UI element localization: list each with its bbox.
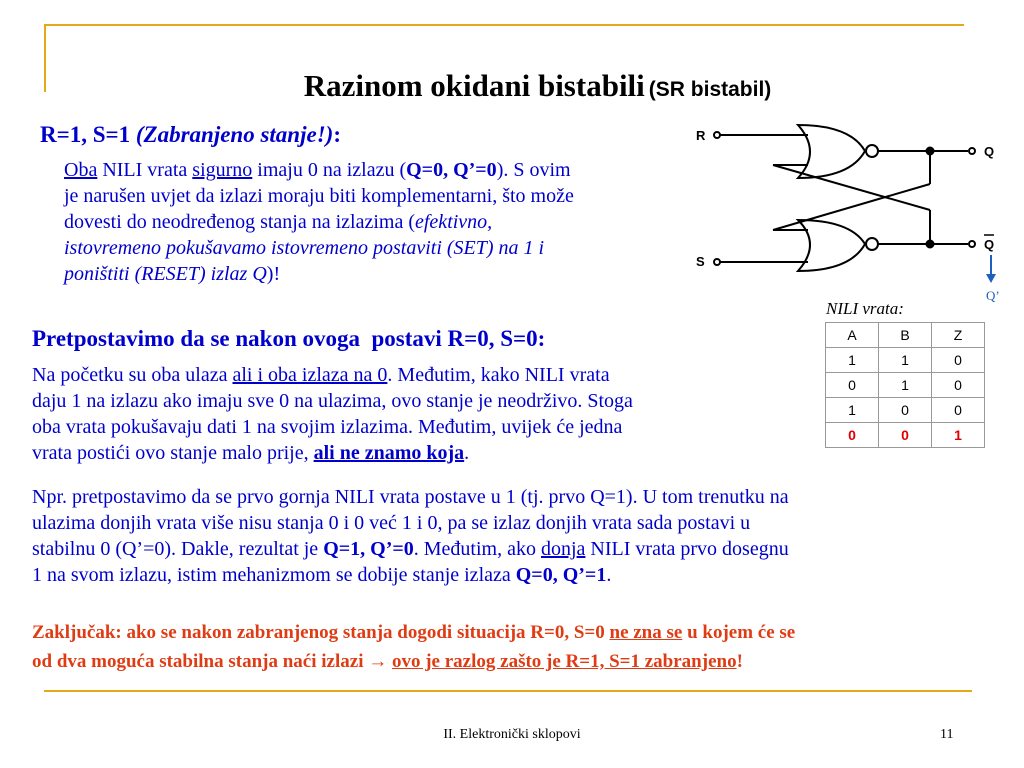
text-span: NILI vrata [97, 159, 193, 181]
table-row [826, 373, 985, 398]
text-italic: poništiti (RESET) izlaz Q [64, 263, 267, 285]
text-oba: Oba [64, 159, 98, 181]
lower-nor-gate [798, 220, 865, 271]
lower-nor-bubble [866, 238, 878, 250]
conclusion-line2 [32, 647, 795, 676]
footer-center: II. Elektronički sklopovi [443, 727, 581, 742]
table-cell: 0 [826, 373, 879, 398]
sr-latch-diagram [690, 120, 1010, 305]
section1-line4: istovremeno pokušavamo istovremeno postaviti (SET) na 1 i [64, 237, 545, 259]
text-span: . Međutim, ako [413, 538, 541, 560]
table-header-row [826, 323, 985, 348]
section3-line1: Npr. pretpostavimo da se prvo gornja NILI vrata postave u 1 (tj. prvo Q=1). U tom trenutku na [32, 486, 789, 508]
truth-table-caption: NILI vrata: [826, 299, 904, 318]
text-span: )! [266, 263, 281, 285]
label-s: S [696, 254, 705, 269]
text-bold: Q=0, Q’=1 [515, 564, 607, 586]
truth-table [825, 322, 985, 448]
text-span: ). S ovim [496, 159, 571, 181]
qprime-arrow-head-icon [986, 274, 996, 283]
text-q-state: Q=0, Q’=0 [406, 159, 497, 181]
table-cell: 0 [879, 398, 932, 423]
table-cell: 0 [932, 348, 985, 373]
text-span: . [464, 442, 470, 464]
section3-line4 [32, 562, 789, 588]
text-span: 1 na svom izlazu, istim mehanizmom se dobije stanje izlaza [32, 564, 516, 586]
bottom-rule [44, 690, 972, 692]
section2-line1 [32, 362, 633, 388]
text-emphasis: ali ne znamo koja [313, 442, 465, 464]
section3-body [32, 484, 789, 588]
table-cell: 0 [932, 398, 985, 423]
title-sub: (SR bistabil) [648, 78, 772, 101]
table-row [826, 348, 985, 373]
text-span: NILI vrata prvo dosegnu [585, 538, 789, 560]
upper-nor-bubble [866, 145, 878, 157]
text-italic: efektivno, [415, 211, 493, 233]
header-a: A [826, 323, 879, 348]
header-b: B [879, 323, 932, 348]
section3-line3 [32, 536, 789, 562]
text-span: Na početku su oba ulaza [32, 364, 233, 386]
text-span: u kojem će se [682, 622, 796, 643]
section1-line3 [64, 209, 574, 235]
section1-line2: je narušen uvjet da izlazi moraju biti komplementarni, što može [64, 185, 574, 207]
conclusion [32, 618, 795, 676]
text-span: . [606, 564, 612, 586]
section1-heading [40, 122, 341, 148]
table-cell: 0 [879, 423, 932, 448]
text-span: . Međutim, kako NILI vrata [387, 364, 610, 386]
section1-line5 [64, 261, 574, 287]
section1-body [64, 157, 574, 287]
section2-line4 [32, 440, 633, 466]
section2-line3: oba vrata pokušavaju dati 1 na svojim izlazima. Međutim, uvijek će jedna [32, 416, 623, 438]
section3-line2: ulazima donjih vrata više nisu stanja 0 i 0 već 1 i 0, pa se izlaz donjih vrata sada postavi u [32, 512, 751, 534]
qbar-output-node [969, 241, 975, 247]
text-underlined: ali i oba izlaza na 0 [232, 364, 388, 386]
text-bold: Q=1, Q’=0 [323, 538, 414, 560]
heading-note: (Zabranjeno stanje!) [135, 122, 334, 147]
text-underlined: ne zna se [609, 622, 683, 643]
table-cell: 1 [879, 348, 932, 373]
section1-line1 [64, 157, 574, 183]
table-cell: 1 [932, 423, 985, 448]
text-sigurno: sigurno [192, 159, 253, 181]
section2-line2: daju 1 na izlazu ako imaju sve 0 na ulazima, ovo stanje je neodrživo. Stoga [32, 390, 633, 412]
text-span: Zaključak: ako se nakon zabranjenog stanja dogodi situacija R=0, S=0 [32, 622, 610, 643]
label-qprime: Q’ [986, 288, 1000, 303]
section2-body [32, 362, 633, 466]
slide-title [0, 68, 1024, 104]
page-number: 11 [940, 727, 954, 742]
table-row [826, 398, 985, 423]
table-row [826, 423, 985, 448]
table-cell: 1 [826, 348, 879, 373]
table-cell: 0 [826, 423, 879, 448]
table-cell: 1 [826, 398, 879, 423]
text-span: vrata postići ovo stanje malo prije, [32, 442, 314, 464]
heading-colon: : [333, 122, 341, 147]
top-rule [44, 24, 964, 26]
text-underlined: donja [540, 538, 586, 560]
text-span: dovesti do neodređenog stanja na izlazima ( [64, 211, 415, 233]
header-z: Z [932, 323, 985, 348]
section2-heading: Pretpostavimo da se nakon ovoga postavi R=0, S=0: [32, 326, 546, 351]
text-span: stabilnu 0 (Q’=0). Dakle, rezultat je [32, 538, 324, 560]
text-span: ! [736, 651, 743, 672]
text-span: imaju 0 na izlazu ( [252, 159, 407, 181]
heading-state: R=1, S=1 [40, 122, 131, 147]
label-qbar: Q [984, 237, 995, 252]
label-q: Q [984, 144, 995, 159]
r-input-node [714, 132, 720, 138]
title-main: Razinom okidani bistabili [303, 68, 645, 103]
table-cell: 1 [879, 373, 932, 398]
text-span: od dva moguća stabilna stanja naći izlazi → [32, 651, 392, 672]
conclusion-line1 [32, 618, 795, 647]
upper-nor-gate [798, 125, 865, 178]
label-r: R [696, 128, 706, 143]
s-input-node [714, 259, 720, 265]
text-underlined: ovo je razlog zašto je R=1, S=1 zabranjeno [391, 651, 737, 672]
table-cell: 0 [932, 373, 985, 398]
q-output-node [969, 148, 975, 154]
